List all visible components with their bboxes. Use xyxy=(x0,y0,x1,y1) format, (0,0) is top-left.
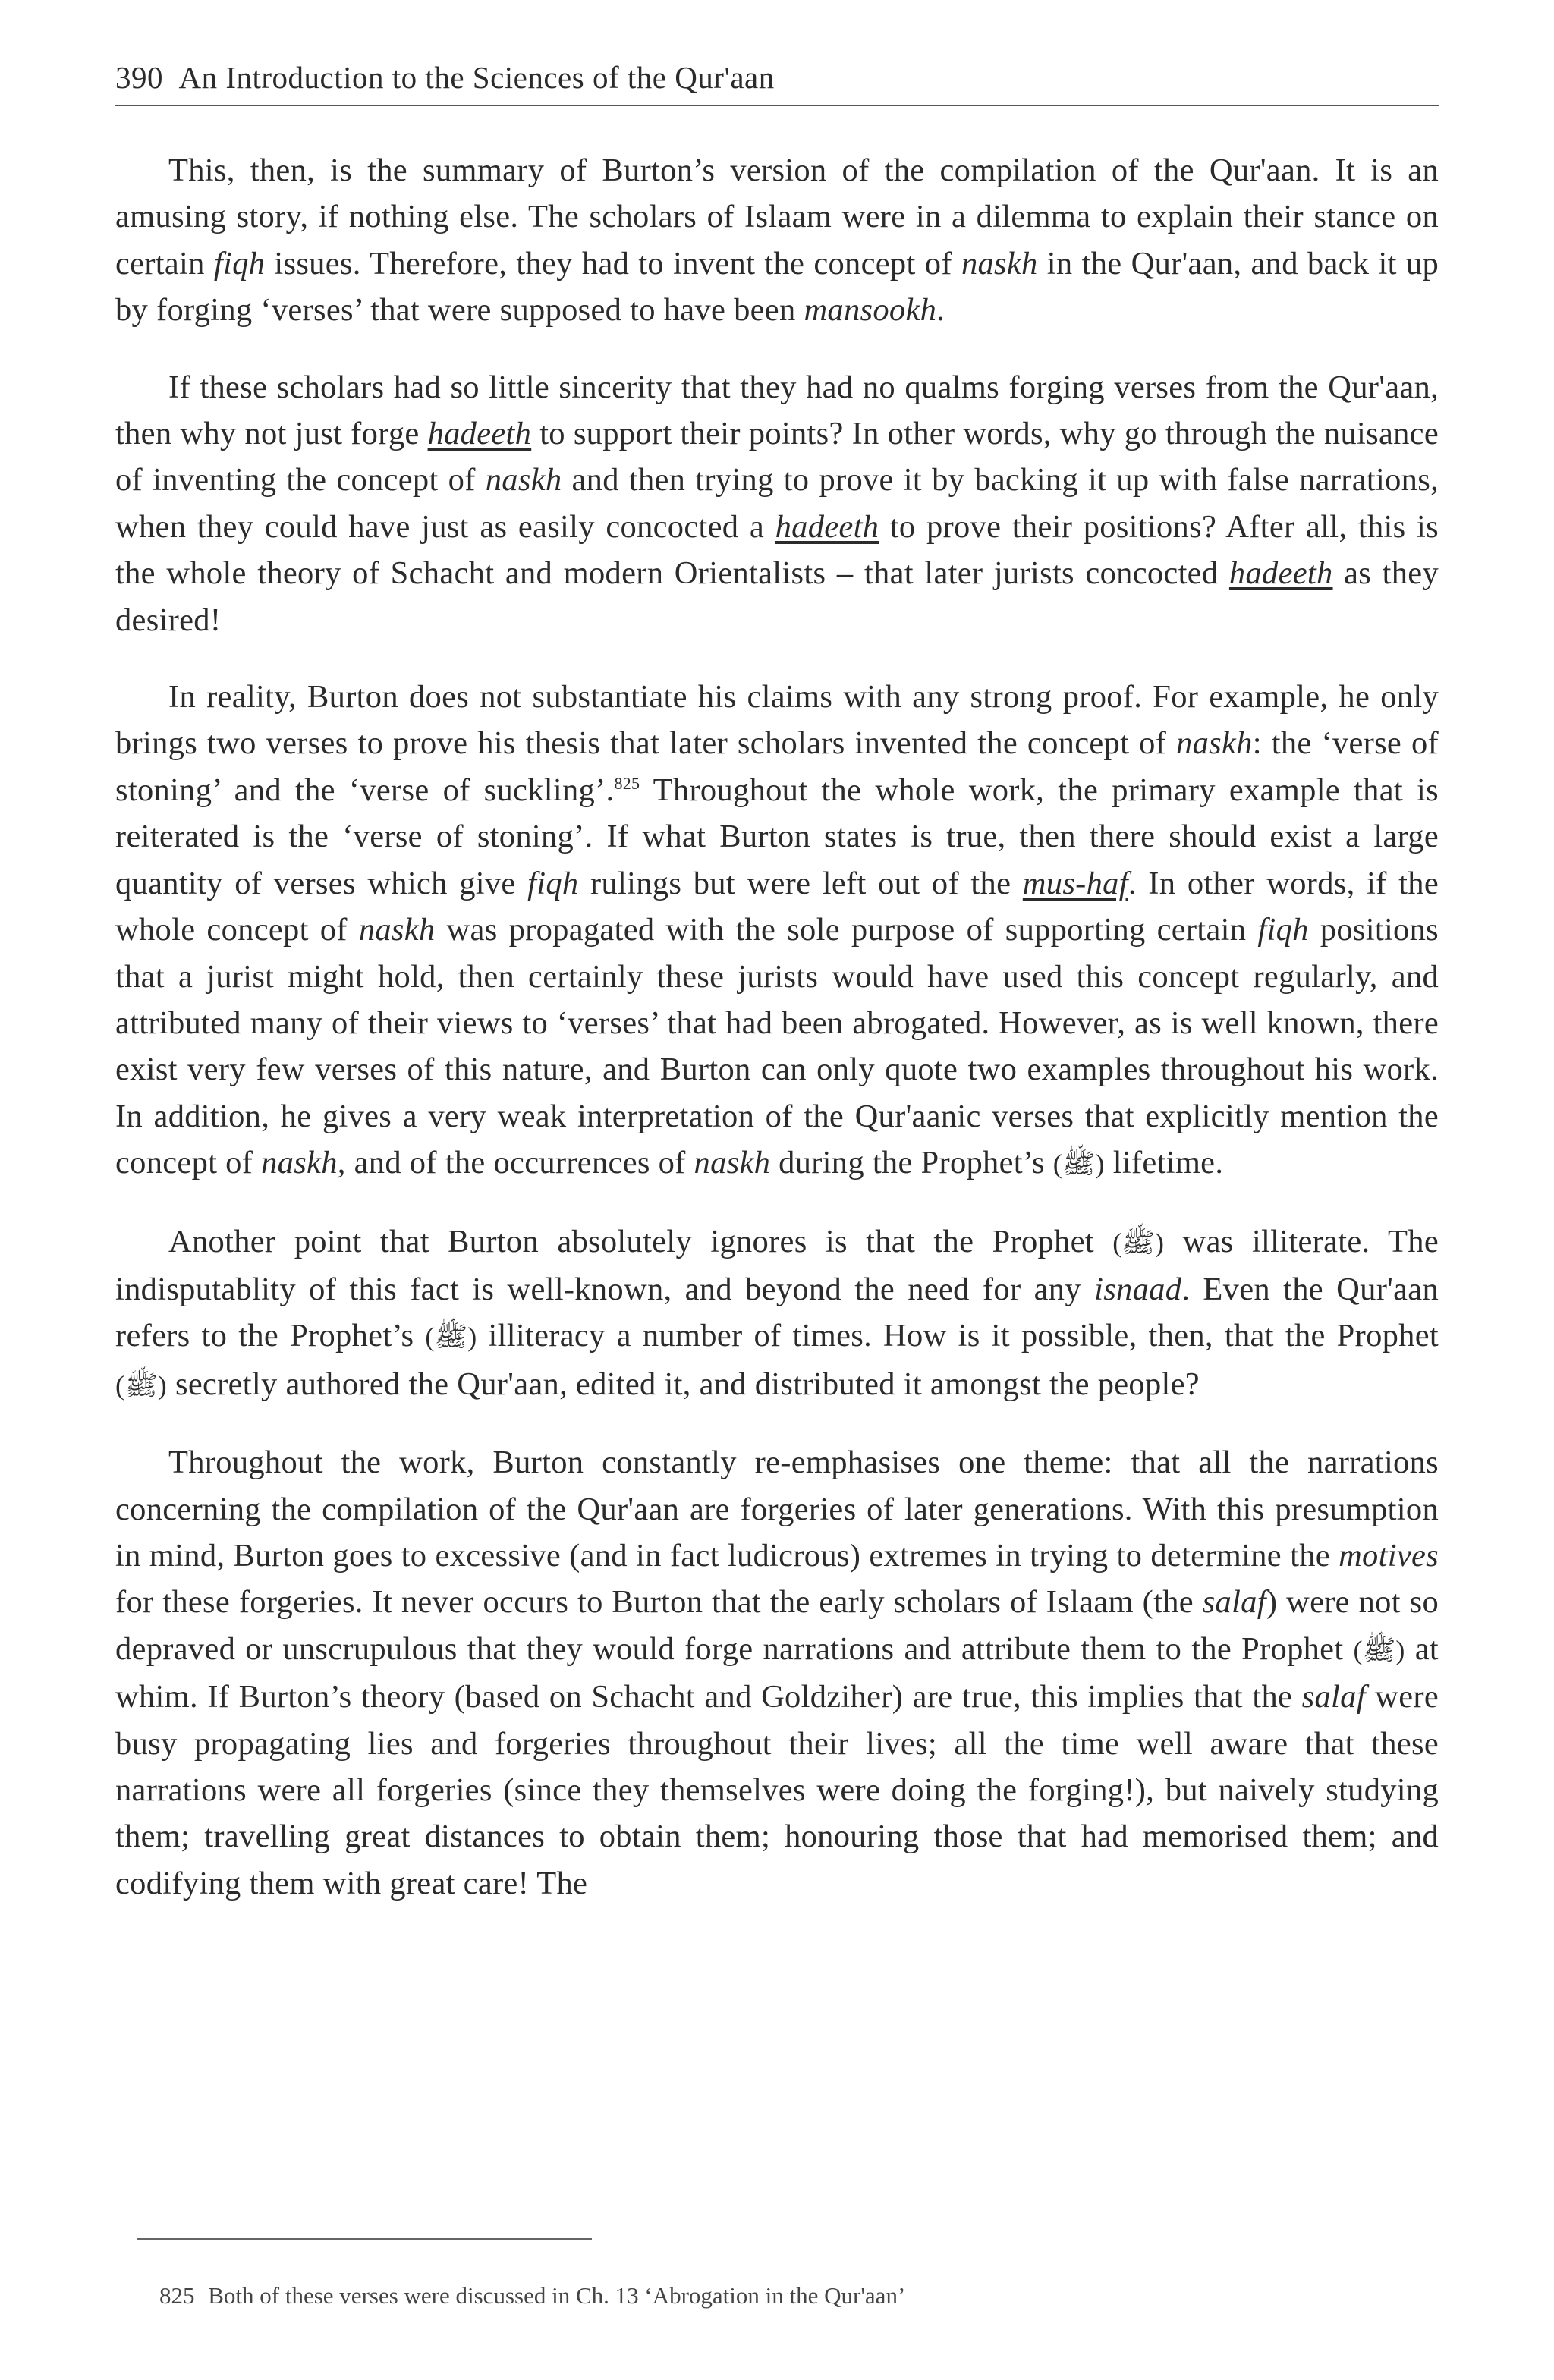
salutation-glyph: (ﷺ) xyxy=(115,1369,168,1401)
text-run: was illiterate. The indisputablity of this fact is well-known, and beyond the need for any xyxy=(115,1223,1439,1307)
italic-term: salaf xyxy=(1301,1679,1366,1715)
italic-term: motives xyxy=(1339,1537,1439,1574)
text-run: in the Qur'aan, and back it up by forging ‘verses’ that were supposed to have been xyxy=(115,245,1439,329)
italic-term: naskh xyxy=(1176,725,1253,762)
text-run: was propagated with the sole purpose of supporting certain xyxy=(435,912,1258,948)
text-run: Another point that Burton absolutely ignores is that the Prophet xyxy=(168,1223,1113,1259)
italic-term: fiqh xyxy=(213,245,266,281)
italic-term: fiqh xyxy=(527,865,579,901)
italic-term: hadeeth xyxy=(775,508,879,545)
italic-term: naskh xyxy=(358,912,436,948)
text-run: . xyxy=(936,292,945,329)
text-run: If these scholars had so little sincerity that they had no qualms forging verses from the Qur'aan, then why not just forge xyxy=(115,369,1439,452)
italic-term: fiqh xyxy=(1257,912,1309,948)
salutation-glyph: (ﷺ) xyxy=(1353,1634,1405,1665)
text-run: : the ‘verse of stoning’ and the ‘verse of suckling’. xyxy=(115,725,1439,808)
footnote-divider xyxy=(137,2238,592,2240)
footnote-number: 825 xyxy=(159,2282,195,2309)
text-run: positions that a jurist might hold, then certainly these jurists would have used this concept regularly, and attributed many of their views to ‘verses’ that had been abrogated. However, as is well known, there exist very few verses of this nature, and Burton can only quote two examples throughout his work. In addition, he gives a very weak interpretation of the Qur'aanic verses that explicitly mention the concept of xyxy=(115,912,1439,1181)
page-number: 390 xyxy=(115,60,163,95)
italic-term: naskh xyxy=(261,1145,338,1181)
paragraph xyxy=(115,364,1439,643)
paragraph xyxy=(115,674,1439,1187)
paragraph xyxy=(115,147,1439,334)
salutation-glyph: (ﷺ) xyxy=(1112,1227,1165,1258)
text-run: to support their points? In other words, why go through the nuisance of inventing the concept of xyxy=(115,416,1439,498)
salutation-glyph: (ﷺ) xyxy=(1052,1149,1105,1180)
text-run: to prove their positions? After all, this is the whole theory of Schacht and modern Orientalists – that later jurists concocted xyxy=(115,508,1439,592)
text-run: ) were not so depraved or unscrupulous that they would forge narrations and attribute them to the Prophet xyxy=(115,1584,1439,1667)
text-run: , and of the occurrences of xyxy=(337,1145,694,1181)
text-run: In reality, Burton does not substantiate his claims with any strong proof. For example, he only brings two verses to prove his thesis that later scholars invented the concept of xyxy=(115,679,1439,762)
text-run: and then trying to prove it by backing it up with false narrations, when they could have just as easily concocted a xyxy=(115,462,1439,545)
text-run: Throughout the whole work, the primary example that is reiterated is the ‘verse of stoning’. If what Burton states is true, then there should exist a large quantity of verses which give xyxy=(115,772,1439,901)
text-run: at whim. If Burton’s theory (based on Schacht and Goldziher) are true, this implies that the xyxy=(115,1630,1439,1715)
footnote-text: Both of these verses were discussed in Ch. 13 ‘Abrogation in the Qur'aan’ xyxy=(208,2282,906,2309)
footnote-reference: 825 xyxy=(614,773,640,793)
footnote xyxy=(159,2279,1373,2312)
text-run: lifetime. xyxy=(1104,1145,1224,1181)
italic-term: mansookh xyxy=(804,292,937,329)
italic-term: hadeeth xyxy=(427,416,532,452)
text-run: . Even the Qur'aan refers to the Prophet’s xyxy=(115,1271,1439,1354)
paragraph xyxy=(115,1439,1439,1907)
text-run: Throughout the work, Burton constantly re-emphasises one theme: that all the narrations concerning the compilation of the Qur'aan are forgeries of later generations. With this presumption in mind, Burton goes to excessive (and in fact ludicrous) extremes in trying to determine the xyxy=(115,1445,1439,1574)
body-text xyxy=(115,147,1439,1937)
text-run: secretly authored the Qur'aan, edited it, and distributed it amongst the people? xyxy=(167,1366,1200,1402)
text-run: issues. Therefore, they had to invent the concept of xyxy=(265,245,961,281)
paragraph xyxy=(115,1218,1439,1410)
italic-term: naskh xyxy=(694,1145,771,1181)
italic-term: naskh xyxy=(485,462,562,498)
text-run: during the Prophet’s xyxy=(770,1145,1053,1181)
running-header xyxy=(115,55,1439,106)
text-run: . In other words, if the whole concept of xyxy=(115,865,1439,948)
text-run: rulings but were left out of the xyxy=(578,865,1023,901)
italic-term: isnaad xyxy=(1094,1271,1182,1307)
italic-term: salaf xyxy=(1202,1584,1266,1621)
text-run: illiteracy a number of times. How is it possible, then, that the Prophet xyxy=(477,1318,1439,1354)
text-run: were busy propagating lies and forgeries throughout their lives; all the time well aware that these narrations were all forgeries (since they themselves were doing the forging!), but naively studying them; travelling great distances to obtain them; honouring those that had memorised them; and codifying them with great care! The xyxy=(115,1679,1439,1901)
book-title: An Introduction to the Sciences of the Qur'aan xyxy=(178,60,775,95)
text-run: This, then, is the summary of Burton’s version of the compilation of the Qur'aan. It is an amusing story, if nothing else. The scholars of Islaam were in a dilemma to explain their stance on certain xyxy=(115,152,1439,281)
italic-term: hadeeth xyxy=(1228,555,1333,592)
text-run: for these forgeries. It never occurs to Burton that the early scholars of Islaam (the xyxy=(115,1584,1203,1621)
text-run: as they desired! xyxy=(115,555,1439,638)
salutation-glyph: (ﷺ) xyxy=(425,1322,477,1353)
italic-term: mus-haf xyxy=(1022,865,1128,901)
italic-term: naskh xyxy=(961,245,1038,281)
